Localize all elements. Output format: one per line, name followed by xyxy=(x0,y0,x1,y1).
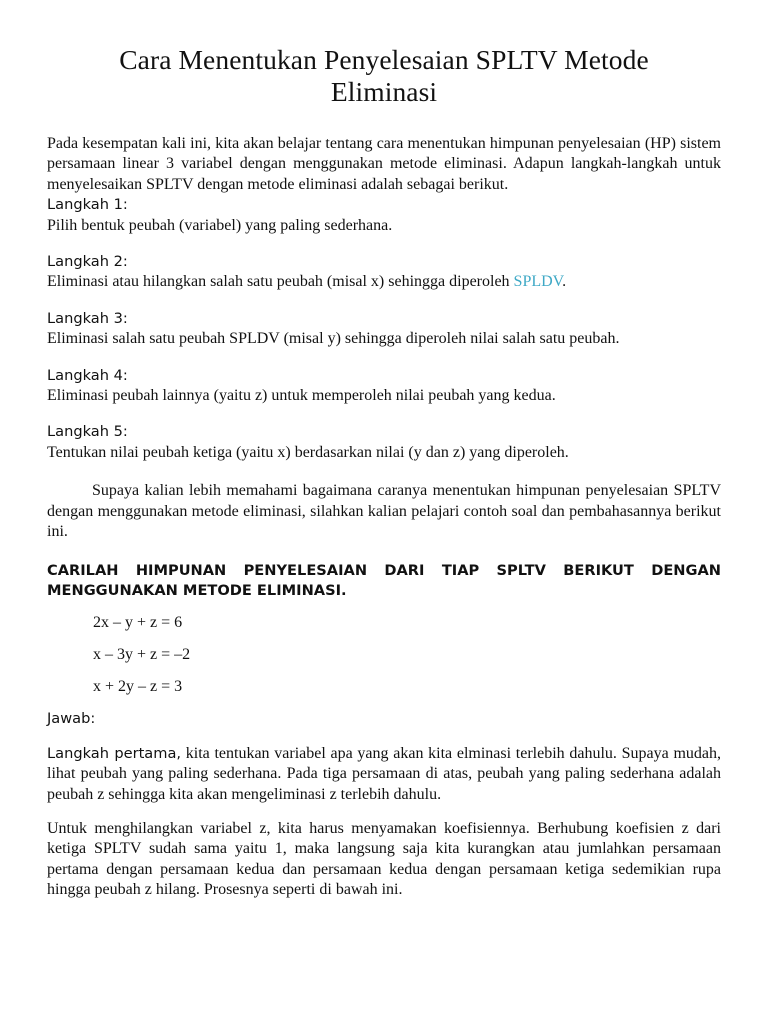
step-2-label: Langkah 2: xyxy=(47,253,128,271)
step-5-label: Langkah 5: xyxy=(47,423,128,441)
step-1-label: Langkah 1: xyxy=(47,196,128,214)
step-2-text-before: Eliminasi atau hilangkan salah satu peubah (misal x) sehingga diperoleh xyxy=(47,273,514,291)
elimination-paragraph: Untuk menghilangkan variabel z, kita harus menyamakan koefisiennya. Berhubung koefisien z dari ketiga SPLTV sudah sama yaitu 1, maka langsung saja kita kurangkan atau jumlahkan persamaan pertama dengan persamaan kedua dan persamaan kedua dengan persamaan ketiga sedemikian rupa hingga peubah z hilang. Prosesnya seperti di bawah ini. xyxy=(47,819,721,899)
step-5-text: Tentukan nilai peubah ketiga (yaitu x) berdasarkan nilai (y dan z) yang diperoleh. xyxy=(47,443,569,461)
first-step-paragraph xyxy=(47,744,721,805)
step-3-label: Langkah 3: xyxy=(47,309,128,327)
step-4-text: Eliminasi peubah lainnya (yaitu z) untuk memperoleh nilai peubah yang kedua. xyxy=(47,387,556,405)
step-2-text xyxy=(47,272,721,292)
step-3-text: Eliminasi salah satu peubah SPLDV (misal y) sehingga diperoleh nilai salah satu peubah. xyxy=(47,330,620,348)
equation-2: x – 3y + z = –2 xyxy=(93,646,191,664)
step-1 xyxy=(47,195,721,236)
title-line-2: Eliminasi xyxy=(330,76,438,107)
equation-3: x + 2y – z = 3 xyxy=(93,678,183,696)
title-line-1: Cara Menentukan Penyelesaian SPLTV Metode xyxy=(119,44,649,75)
equation-1: 2x – y + z = 6 xyxy=(93,614,183,632)
step-1-text: Pilih bentuk peubah (variabel) yang paling sederhana. xyxy=(47,216,393,234)
step-2 xyxy=(47,252,721,293)
step-2-text-after: . xyxy=(562,273,567,291)
explanation-paragraph: Supaya kalian lebih memahami bagaimana caranya menentukan himpunan penyelesaian SPLTV dengan menggunakan metode eliminasi, silahkan kalian pelajari contoh soal dan pembahasannya berikut ini. xyxy=(47,482,721,541)
page-title xyxy=(47,44,721,108)
question-heading: CARILAH HIMPUNAN PENYELESAIAN DARI TIAP SPLTV BERIKUT DENGAN MENGGUNAKAN METODE ELIMINASI. xyxy=(47,561,721,599)
spldv-link[interactable]: SPLDV xyxy=(513,273,563,291)
intro-paragraph: Pada kesempatan kali ini, kita akan belajar tentang cara menentukan himpunan penyelesaian (HP) sistem persamaan linear 3 variabel dengan menggunakan metode eliminasi. Adapun langkah-langkah untuk menyelesaikan SPLTV dengan metode eliminasi adalah sebagai berikut. xyxy=(47,135,721,193)
first-step-text: kita tentukan variabel apa yang akan kita elminasi terlebih dahulu. Supaya mudah, lihat peubah yang paling sederhana. Pada tiga persamaan di atas, peubah yang paling sederhana adalah peubah z sehingga kita akan mengeliminasi z terlebih dahulu. xyxy=(47,744,721,803)
answer-label: Jawab: xyxy=(47,710,96,728)
step-5 xyxy=(47,422,721,463)
step-3 xyxy=(47,309,721,350)
step-4-label: Langkah 4: xyxy=(47,366,128,384)
step-4 xyxy=(47,366,721,407)
first-step-label: Langkah pertama, xyxy=(47,744,182,762)
